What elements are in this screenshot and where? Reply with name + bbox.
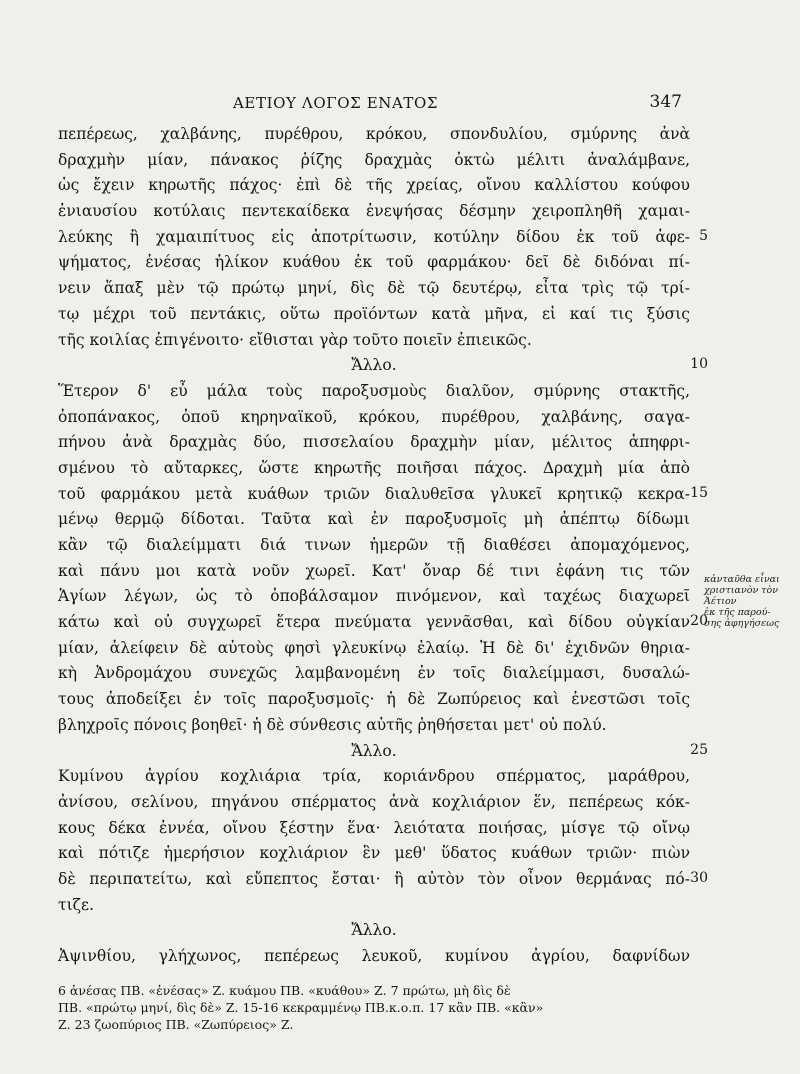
text-line: τιζε.	[58, 895, 95, 914]
line-number: 25	[690, 741, 708, 758]
text-line: πεπέρεως, χαλβάνης, πυρέθρου, κρόκου, σπονδυλίου, σμύρνης ἀνὰ	[58, 125, 690, 143]
footnote-line: 6 ἀνέσας ΠΒ. «ἐνέσας» Ζ. κυάμου ΠΒ. «κυάθου» Ζ. 7 πρώτω, μὴ δὶς δὲ	[58, 983, 511, 998]
line-number: 30	[690, 870, 708, 887]
text-line: κάτω καὶ οὐ συγχωρεῖ ἕτερα πνεύματα γεννᾶσθαι, καὶ δίδου οὐγκίαν	[58, 613, 690, 632]
line-number: 20	[690, 613, 708, 630]
footnote-line: ΠΒ. «πρώτῳ μηνί, δὶς δὲ» Ζ. 15-16 κεκραμμένῳ ΠΒ.κ.ο.π. 17 κἂν ΠΒ. «κἂν»	[58, 1000, 544, 1015]
margin-note-line: Ἀέτιον	[704, 596, 737, 607]
text-line: Ἀψινθίου, γλήχωνος, πεπέρεως λευκοῦ, κυμίνου ἀγρίου, δαφνίδων	[58, 947, 690, 965]
text-line: καὶ πάνυ μοι κατὰ νοῦν χωρεῖ. Κατ' ὄναρ δέ τινι ἐφάνη τις τῶν	[58, 561, 690, 580]
text-line: Ἁγίων λέγων, ὡς τὸ ὀποβάλσαμον πινόμενον, καὶ ταχέως διαχωρεῖ	[58, 587, 690, 606]
text-line: ψήματος, ἐνέσας ἡλίκον κυάθου ἐκ τοῦ φαρμάκου· δεῖ δὲ διδόναι πί-	[58, 253, 690, 272]
text-line: ἐνιαυσίου κοτύλαις πεντεκαίδεκα ἐνεψήσας δέσμην χειροπληθῆ χαμαι-	[58, 202, 690, 221]
text-line: τοῦ φαρμάκου μετὰ κυάθων τριῶν διαλυθεῖσα γλυκεῖ κρητικῷ κεκρα-	[58, 484, 690, 503]
line-number: 5	[699, 227, 708, 244]
text-line: κους δέκα ἐννέα, οἴνου ξέστην ἕνα· λειότατα ποιήσας, μίσγε τῷ οἴνῳ	[58, 818, 690, 837]
footnote-line: Ζ. 23 ζωοπύριος ΠΒ. «Ζωπύρειος» Ζ.	[58, 1017, 294, 1032]
text-line: τῳ μέχρι τοῦ πεντάκις, οὕτω προϊόντων κατὰ μῆνα, εἰ καί τις ξύσις	[58, 304, 690, 323]
text-line: ὀποπάνακος, ὀποῦ κηρηναϊκοῦ, κρόκου, πυρέθρου, χαλβάνης, σαγα-	[58, 407, 690, 426]
text-line: κὴ Ἀνδρομάχου συνεχῶς λαμβανομένη ἐν τοῖς διαλείμμασι, δυσαλώ-	[58, 664, 690, 683]
text-line: Ἄλλο.	[351, 741, 397, 760]
margin-note-line: κἀνταῦθα εἶναι	[704, 574, 780, 585]
text-line: τῆς κοιλίας ἐπιγένοιτο· εἴθισται γὰρ τοῦτο ποιεῖν ἐπιεικῶς.	[58, 330, 532, 349]
text-line: ὡς ἔχειν κηρωτῆς πάχος· ἐπὶ δὲ τῆς χρείας, οἴνου καλλίστου κούφου	[58, 176, 690, 195]
critical-apparatus	[58, 982, 690, 1033]
text-line: μένῳ θερμῷ δίδοται. Ταῦτα καὶ ἐν παροξυσμοῖς μὴ ἀπέπτῳ δίδωμι	[58, 510, 690, 529]
line-number: 15	[690, 484, 708, 501]
text-line: πήνου ἀνὰ δραχμὰς δύο, πισσελαίου δραχμὴν μίαν, μέλιτος ἀπηφρι-	[58, 433, 690, 452]
margin-note-line: ἐκ τῆς παρού-	[704, 607, 771, 618]
text-line: Ἄλλο.	[351, 356, 397, 375]
line-number: 10	[690, 356, 708, 373]
running-title: ΑΕΤΙΟΥ ΛΟΓΟΣ ΕΝΑΤΟΣ	[233, 94, 439, 112]
text-line: σμένου τὸ αὔταρκες, ὥστε κηρωτῆς ποιῆσαι πάχος. Δραχμὴ μία ἀπὸ	[58, 458, 690, 477]
text-line: δὲ περιπατείτω, καὶ εὔπεπτος ἔσται· ἢ αὐτὸν τὸν οἶνον θερμάνας πό-	[58, 869, 690, 888]
text-line: βληχροῖς πόνοις βοηθεῖ· ἡ δὲ σύνθεσις αὐτῆς ῥηθήσεται μετ' οὐ πολύ.	[58, 715, 607, 734]
text-line: Ἕτερον δ' εὖ μάλα τοὺς παροξυσμοὺς διαλῦον, σμύρνης στακτῆς,	[58, 381, 690, 400]
margin-note-line: σης ἀφηγήσεως	[704, 618, 780, 629]
text-line: νειν ἅπαξ μὲν τῷ πρώτῳ μηνί, δὶς δὲ τῷ δευτέρῳ, εἶτα τρὶς τῷ τρί-	[58, 279, 690, 298]
text-line: λεύκης ἢ χαμαιπίτυος εἰς ἀποτρίτωσιν, κοτύλην δίδου ἐκ τοῦ ἀφε-	[58, 227, 690, 246]
running-header	[58, 94, 688, 118]
text-line: Ἄλλο.	[351, 921, 397, 940]
text-line: Κυμίνου ἀγρίου κοχλιάρια τρία, κοριάνδρου σπέρματος, μαράθρου,	[58, 767, 690, 786]
text-line: δραχμὴν μίαν, πάνακος ῥίζης δραχμὰς ὀκτὼ μέλιτι ἀναλάμβανε,	[58, 150, 690, 169]
text-line: καὶ πότιζε ἡμερήσιον κοχλιάριον ἓν μεθ' ὕδατος κυάθων τριῶν· πιὼν	[58, 844, 690, 863]
text-line: μίαν, ἀλείφειν δὲ αὐτοὺς φησὶ γλευκίνῳ ἐλαίῳ. Ἡ δὲ δι' ἐχιδνῶν θηρια-	[58, 638, 690, 657]
margin-note	[704, 574, 796, 629]
page-number: 347	[649, 92, 682, 112]
text-line: κἂν τῷ διαλείμματι διά τινων ἡμερῶν τῇ διαθέσει ἀπομαχόμενος,	[58, 536, 690, 554]
main-text	[58, 122, 690, 970]
margin-note-line: χριστιανὸν τὸν	[704, 585, 778, 596]
text-line: τους ἀποδείξει ἐν τοῖς παροξυσμοῖς· ἡ δὲ Ζωπύρειος καὶ ἐνεστῶσι τοῖς	[58, 690, 690, 709]
text-line: ἀνίσου, σελίνου, πηγάνου σπέρματος ἀνὰ κοχλιάριον ἕν, πεπέρεως κόκ-	[58, 792, 690, 811]
